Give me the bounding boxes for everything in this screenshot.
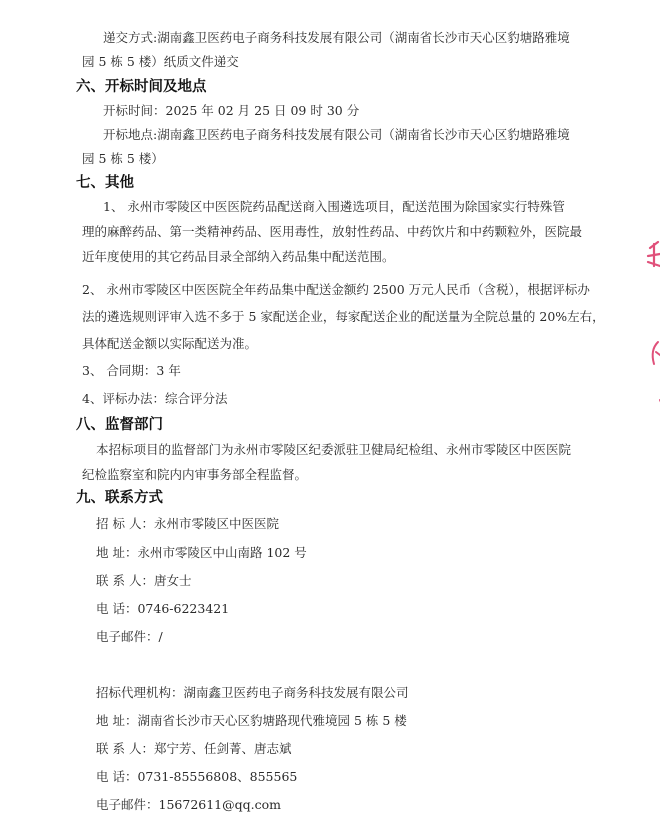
contact-person (96, 573, 191, 589)
other-item-2-line-1: 2、 永州市零陵区中医医院全年药品集中配送金额约 2500 万元人民币（含税），根据评标办 (82, 282, 590, 297)
agency-phone (96, 769, 297, 785)
other-item-1-line-1: 1、 永州市零陵区中医医院药品配送商入围遴选项目，配送范围为除国家实行特殊管 (103, 199, 565, 214)
agency-address (96, 713, 407, 729)
agency-email (96, 797, 281, 813)
agency-person-value: 郑宁芳、任剑菁、唐志斌 (153, 741, 292, 756)
other-item-2-line-3: 具体配送金额以实际配送为准。 (82, 336, 258, 351)
submission-method-line-2: 园 5 栋 5 楼）纸质文件递交 (82, 54, 239, 69)
contact-person-value: 唐女士 (153, 573, 192, 588)
contact-phone (96, 601, 229, 617)
section-heading-eight: 八、监督部门 (76, 417, 163, 433)
contact-email (96, 629, 163, 645)
opening-time: 开标时间：2025 年 02 月 25 日 09 时 30 分 (103, 103, 360, 118)
agency-address-label: 地 址： (96, 713, 138, 728)
contact-phone-value: 0746-6223421 (137, 601, 230, 616)
seal-stamp-fragment (636, 232, 660, 412)
opening-place-line-2: 园 5 栋 5 楼） (82, 151, 164, 166)
other-item-2-line-2: 法的遴选规则评审入选不多于 5 家配送企业，每家配送企业的配送量为全院总量的 20%左右， (82, 309, 605, 324)
other-item-3: 3、 合同期：3 年 (82, 363, 181, 378)
contact-email-value: / (158, 629, 163, 644)
contact-phone-label: 电 话： (96, 601, 138, 616)
contact-address-label: 地 址： (96, 545, 138, 560)
section-heading-seven: 七、其他 (76, 175, 134, 191)
other-item-1-line-3: 近年度使用的其它药品目录全部纳入药品集中配送范围。 (82, 249, 395, 264)
other-item-1-line-2: 理的麻醉药品、第一类精神药品、医用毒性，放射性药品、中药饮片和中药颗粒外，医院最 (82, 224, 583, 239)
contact-person-label: 联 系 人： (96, 573, 154, 588)
agency-title: 招标代理机构：湖南鑫卫医药电子商务科技发展有限公司 (96, 685, 409, 700)
agency-phone-label: 电 话： (96, 769, 138, 784)
contact-address (96, 545, 307, 561)
agency-email-label: 电子邮件： (96, 797, 159, 812)
contact-bidder (96, 516, 279, 532)
section-heading-six: 六、开标时间及地点 (76, 79, 207, 95)
contact-bidder-value: 永州市零陵区中医医院 (153, 516, 279, 531)
agency-email-value: 15672611@qq.com (158, 797, 281, 812)
contact-email-label: 电子邮件： (96, 629, 159, 644)
section-heading-nine: 九、联系方式 (76, 490, 163, 506)
agency-person (96, 741, 291, 757)
agency-phone-value: 0731-85556808、855565 (137, 769, 298, 784)
agency-address-value: 湖南省长沙市天心区豹塘路现代雅境园 5 栋 5 楼 (137, 713, 407, 728)
agency-person-label: 联 系 人： (96, 741, 154, 756)
supervision-line-1: 本招标项目的监督部门为永州市零陵区纪委派驻卫健局纪检组、永州市零陵区中医医院 (96, 442, 572, 457)
contact-address-value: 永州市零陵区中山南路 102 号 (137, 545, 307, 560)
other-item-4: 4、评标办法：综合评分法 (82, 391, 228, 406)
contact-bidder-label: 招 标 人： (96, 516, 154, 531)
supervision-line-2: 纪检监察室和院内内审事务部全程监督。 (82, 467, 308, 482)
opening-place-line-1: 开标地点:湖南鑫卫医药电子商务科技发展有限公司（湖南省长沙市天心区豹塘路雅境 (103, 127, 570, 142)
submission-method-line-1: 递交方式:湖南鑫卫医药电子商务科技发展有限公司（湖南省长沙市天心区豹塘路雅境 (103, 30, 570, 45)
